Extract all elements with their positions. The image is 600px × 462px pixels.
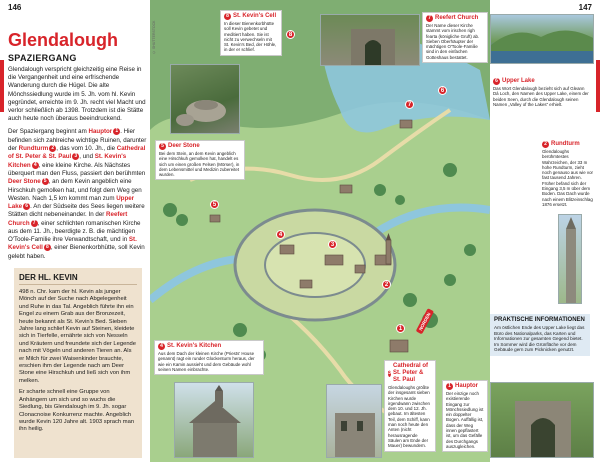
walk-text: , eine kleine Kirche. Als Nächstes überquert man den Fluss, passiert den berühmten [8,161,146,177]
site-number-badge: 8 [224,13,231,20]
map-pin-4: 4 [276,230,285,239]
map-pin-8: 8 [286,30,295,39]
site-text: Bei dem Stein, an dem Kevin angeblich eine Hirschkuh gemolken hat, handelt es sich um einen großen Felsen (Mörser), in dem Lebensmittel und Medizin zubereitet wurden. [159,151,240,178]
site-text: Glendaloughs berühmtestes Wahrzeichen, der 33 m hohe Rundturm, zieht noch genauso aus wie vor fast tausend Jahren. Früher befand sich der Eingang 3,5 m über dem Boden. Das Dach wurde nach einem Blitzeinschlag 1876 ersetzt. [542,149,594,207]
walk-text: . Hier befinden sich zahlreiche wichtige Ruinen, darunter der [8,128,147,153]
photo-upper-lake [490,14,594,64]
site-title: Deer Stone [168,143,200,149]
walk-site-number-badge: 6 [23,203,30,210]
site-title: Hauptor [455,383,478,389]
walk-text: , einer Bienenkorbhütte, soll Kevin gelebt haben. [8,244,145,260]
site-box-hauptor [442,380,488,452]
page-number-right: 147 [578,3,592,12]
walk-text: . An der Südseite des Sees liegen weitere Stätten dicht nebeneinander. In der [8,203,145,219]
photo-deer-stone [170,64,240,134]
walk-site-name: Reefert Church [8,211,128,227]
walk-site-number-badge: 3 [72,153,79,160]
photo-st-kevins-kitchen [174,382,254,458]
walk-site-name: St. Kevin's Kitchen [8,153,127,169]
site-text: Glendaloughs größte der insgesamt sieben Kirchen wurde irgendwann zwischen dem 10. und 12. Jh. gebaut. Im ältesten Teil, dem Schiff, kann man noch heute den Anten (nicht herausragende Säulen am Ende der Mauer) bewundern. [388,385,430,449]
cathedral-image [327,385,382,458]
site-box-st-kevins-cell [220,10,282,56]
right-column [488,0,600,462]
walk-site-number-badge: 2 [49,145,56,152]
site-title: Upper Lake [502,78,535,84]
walk-paragraph [8,128,148,260]
walk-site-name: St. Kevin's Cell [8,236,137,252]
site-number-badge: 4 [158,343,165,350]
sidebar-st-kevin [14,268,142,458]
north-arrow: NORDEN [416,309,434,335]
map-pin-1: 1 [396,324,405,333]
site-number-badge: 1 [446,383,453,390]
walk-text: , an dem Kevin angeblich eine Hirschkuh gemolken hat, und folgt dem Weg gen Westen. Nach 1,5 km kommt man zum [8,178,142,202]
photo-reefert-church [320,14,420,66]
site-title: Rundturm [551,141,580,147]
site-title: Reefert Church [435,15,479,21]
site-number-badge: 7 [426,15,433,22]
reefert-church-image [321,15,420,66]
sidebar-paragraph-2: Er scharte schnell eine Gruppe von Anhängern um sich und so wuchs die Siedlung, bis Glendalough im 9. Jh. sogar Clonacnoise Konkurrenz machte. Angeblich wurde Kevin 120 Jahre alt. 1903 sprach man ihn heilig. [19,389,135,433]
map-pin-5: 5 [210,200,219,209]
page-number-left: 146 [8,3,22,12]
intro-paragraph: Glendalough verspricht gleichzeitig eine Reise in die Vergangenheit und eine erfrischende Wanderung durch die Hügel. Die alte Mönchssiedlung wurde im 5. Jh. vom hl. Kevin gegründet, erreichte im 9. Jh. recht viel Macht und verlor schließlich ab 1398. Trotzdem ist die Stätte auch heute noch überaus beeindruckend. [8,66,146,123]
upper-lake-image [491,15,594,64]
walk-text: , und [79,153,95,161]
deer-stone-image [171,65,240,134]
site-box-reefert-church [422,12,488,63]
walk-site-number-badge: 4 [32,162,39,169]
article-title: Glendalough [8,30,118,50]
walk-site-number-badge: 5 [42,178,49,185]
practical-info-box [490,314,590,356]
site-box-deer-stone [155,140,245,180]
walk-site-name: Cathedral of St. Peter & St. Paul [8,145,146,161]
walk-site-name: Upper Lake [8,194,135,211]
site-box-upper-lake [490,76,594,109]
site-number-badge: 2 [542,141,549,148]
walk-site-number-badge: 7 [31,220,38,227]
illustrated-map [150,0,490,462]
site-text: Aus dem Dach der kleinen Kirche (Priests' House genannt) ragt ein runder Glockenturm heraus, der wie ein Kamin aussieht und dem Gebäude wohl seinen Namen einbrachte. [158,351,255,372]
site-text: In dieser Bienenkorbhütte soll Kevin gebetet und meditiert haben. Sie ist nicht zu verwechseln mit St. Kevin's Bed, der Höhle, in der er schlief. [224,21,277,53]
map-pin-2: 2 [382,280,391,289]
edge-tab-left [0,60,4,112]
walk-site-name: Hauptor [88,128,113,136]
sidebar-title: DER HL. KEVIN [19,273,137,285]
article-column [8,14,148,261]
site-title: St. Kevin's Kitchen [167,343,222,349]
photo-hauptor [490,382,594,458]
site-number-badge: 6 [493,78,500,85]
walk-site-name: Deer Stone [8,178,41,186]
site-number-badge: 5 [159,143,166,150]
site-number-badge: 3 [388,370,391,376]
site-box-rundturm [540,140,596,208]
walk-site-name: Rundturm [18,145,49,153]
site-box-st-kevins-kitchen [154,340,264,375]
sidebar-paragraph-1: 498 n. Chr. kam der hl. Kevin als junger Mönch auf der Suche nach Abgelegenheit und Ruhe in das Tal. Angeblich führte ihn ein Engel zu einem Grab aus der Bronzezeit, heute bekannt als St. Kevin's Bed. Sieben Jahre lang schlief Kevin auf Steinen, kleidete sich in Tierfelle, ernährte sich von Nesseln und Kräutern und freundete sich der Legende nach mit Vögeln und anderen Tieren an. Als er Milch für zwei Waisenkinder brauchte, erschien ihm der Legende nach am Deer Stone eine Hirschkuh und ließ sich von ihm melken. [19,289,136,384]
site-box-cathedral [384,360,436,452]
walk-text: Der Spaziergang beginnt am [8,128,89,136]
site-text: Das Wort Glendalough bezieht sich auf Gleann Dá Loch, den Namen des Upper Lake, einem der beiden Seen, durch die Glendalough seinen Namen „Valley of the Lakes“ erhielt. [493,86,589,107]
round-tower-image [559,215,582,304]
practical-info-title: PRAKTISCHE INFORMATIONEN [494,317,585,323]
map-pin-7: 7 [405,100,414,109]
photo-credit: © SHUTTERSTOCK [152,20,156,54]
walk-text: , einer schlichten romanischen Kirche aus dem 11. Jh., beerdigte z. B. die mächtigen O'Toole-Familie ihre Verwandtschaft, und in [8,219,141,244]
photo-round-tower [558,214,582,304]
photo-cathedral [326,384,382,458]
map-pin-6: 6 [438,86,447,95]
walk-text: , das vom 10. Jh., die [56,145,117,153]
site-text: Der einzige noch existierende Eingang zur Mönchssiedlung ist ein doppelter Bogen. Auffällig ist, dass der Weg innen gepflastert ist, um das Gefälle des Durchgangs auszugleichen. [446,391,484,449]
round-tower-drawing [386,240,391,264]
map-pin-3: 3 [328,240,337,249]
site-text: Der Name dieser Kirche stammt vom irischen righ fearta (königliche Gruft) ab. Sieben Oberhäupter der mächtigen O'Toole-Familie sind in den einfachen Gotteshaus bestattet. [426,23,480,60]
walk-site-number-badge: 8 [44,244,51,251]
article-subtitle: SPAZIERGANG [8,53,77,63]
hauptor-image [491,383,594,458]
site-title: Cathedral of St. Peter & St. Paul [393,363,429,383]
st-kevins-kitchen-image [175,383,254,458]
site-title: St. Kevin's Cell [233,13,277,19]
walk-site-number-badge: 1 [113,128,120,135]
practical-info-text: Am östlichen Ende des Upper Lake liegt das Büro des Nationalparks, das Karten und Informationen zur gesamten Gegend bietet. Im Sommer wird die Grünfläche vor dem Gebäude gern zum Picknicken genutzt. [494,325,585,353]
